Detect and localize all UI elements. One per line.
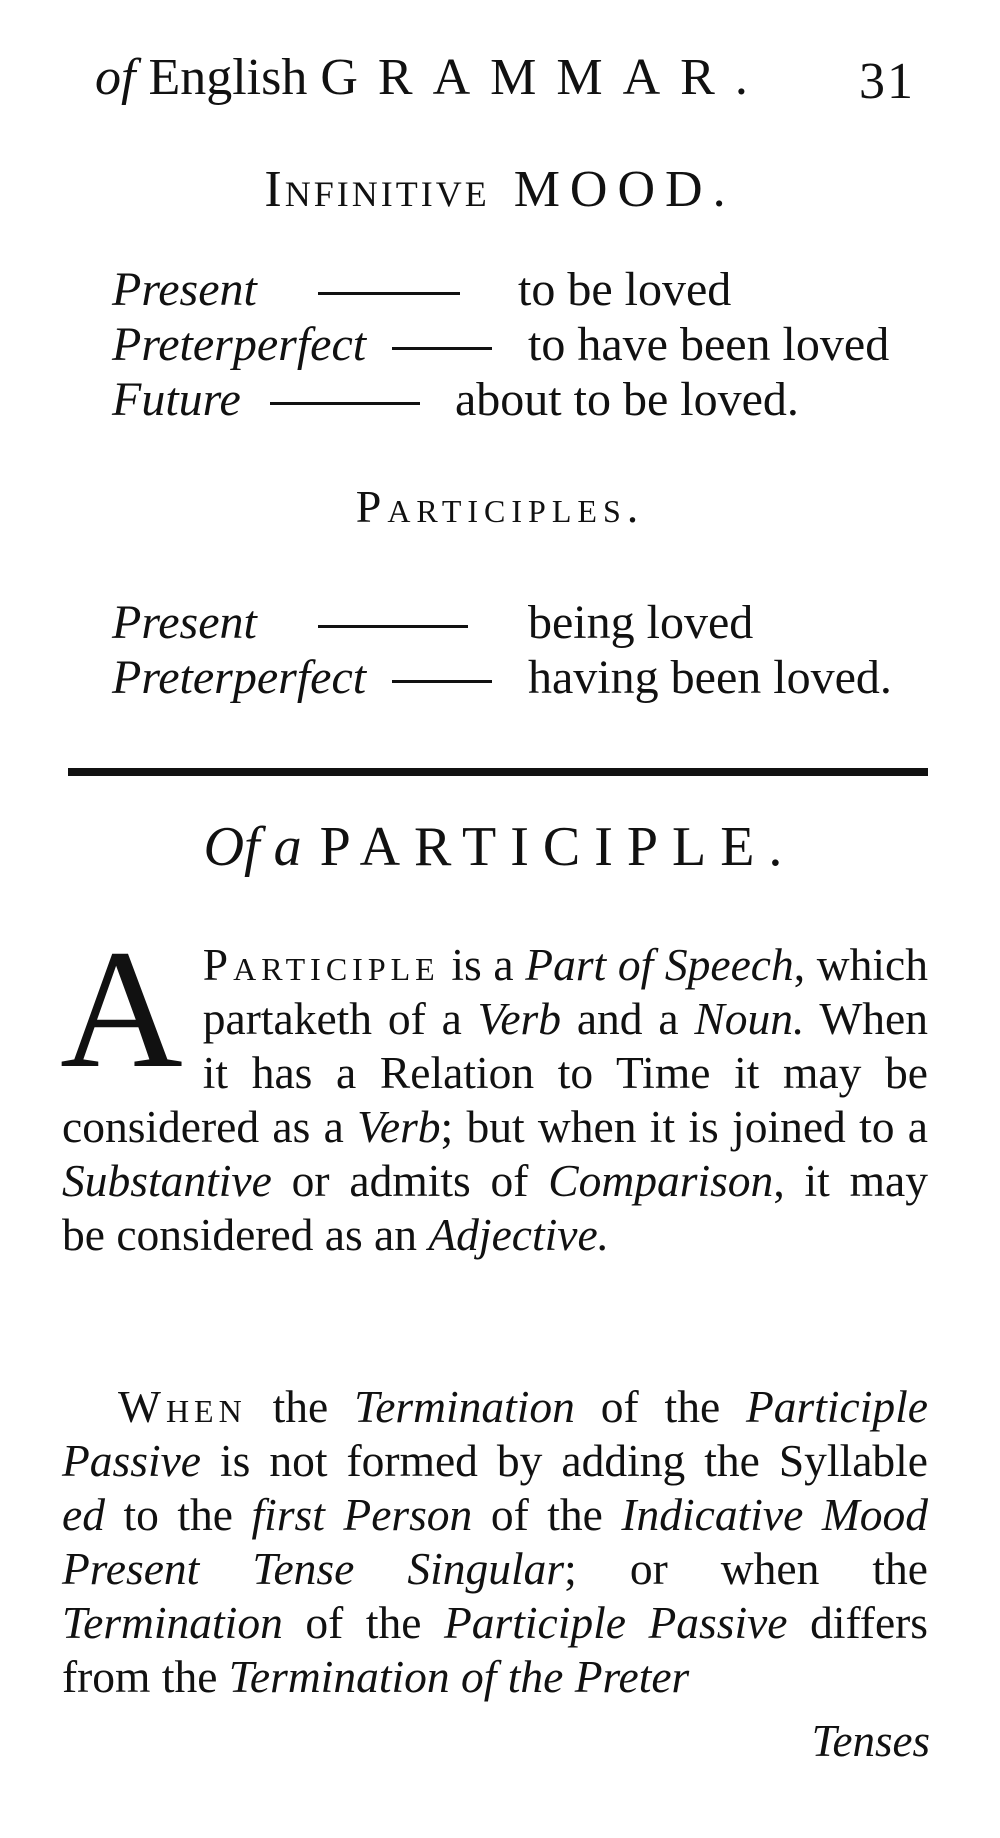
verb-form: having been loved. [528, 651, 892, 704]
tense-label: Preterperfect [112, 651, 367, 704]
paragraph-definition [60, 915, 928, 1262]
lead-word: When [118, 1381, 247, 1432]
conjugation-row [0, 372, 1000, 428]
participles-heading: Participles. [355, 481, 645, 532]
italic-term: Indicative Mood Present Tense Singular [62, 1489, 928, 1594]
infinitive-mood-heading [0, 160, 1000, 219]
italic-term: Verb [477, 993, 562, 1044]
italic-term: Part of Speech [525, 939, 794, 990]
tense-label: Present [112, 263, 257, 316]
text-run: is not formed by adding the Syllable [201, 1435, 928, 1486]
text-run: of the [574, 1381, 747, 1432]
conjugation-row [0, 595, 1000, 651]
text-run: , which partaketh of a [202, 939, 928, 1044]
section-rule [68, 768, 928, 776]
text-run: ; but when it is joined to a [440, 1101, 928, 1152]
text-run: When it has a Relation to Time it may be considered as a [62, 993, 928, 1152]
page-number: 31 [859, 53, 915, 110]
conjugation-row [0, 262, 1000, 318]
italic-term: Termination of the Preter [228, 1651, 690, 1702]
section-heading-caps: PARTICIPLE. [319, 816, 797, 878]
leader-dash [318, 625, 468, 628]
verb-form: to be loved [518, 263, 732, 316]
text-run: the [246, 1381, 355, 1432]
leader-dash [318, 292, 460, 295]
paragraph-body [60, 915, 928, 1262]
infinitive-heading-large: MOOD. [513, 161, 736, 218]
tense-label: Present [112, 596, 257, 649]
italic-term: Noun. [694, 993, 805, 1044]
catchword: Tenses [811, 1716, 930, 1766]
section-heading [0, 815, 1000, 879]
drop-cap: A [60, 915, 183, 1103]
verb-form: about to be loved. [455, 373, 799, 426]
italic-term: Adjective. [428, 1209, 610, 1260]
conjugation-row [0, 650, 1000, 706]
text-run: of the [472, 1489, 622, 1540]
italic-term: Termination [354, 1381, 575, 1432]
leader-dash [392, 680, 492, 683]
conjugation-row [0, 317, 1000, 373]
italic-term: Substantive [62, 1155, 272, 1206]
italic-term: Participle Passive [62, 1381, 928, 1486]
running-head [95, 48, 915, 128]
running-head-title: GRAMMAR. [320, 49, 768, 106]
tense-label: Preterperfect [112, 318, 367, 371]
tense-label: Future [112, 373, 241, 426]
leader-dash [270, 402, 420, 405]
italic-term: Termination [62, 1597, 283, 1648]
paragraph-body [62, 1380, 928, 1704]
verb-form: being loved [528, 596, 754, 649]
text-run: of the [282, 1597, 444, 1648]
italic-term: Verb [357, 1101, 441, 1152]
paragraph-termination [62, 1380, 928, 1704]
running-head-word: English [148, 49, 308, 106]
text-run: differs from the [62, 1597, 928, 1702]
section-heading-italic: Of a [203, 816, 302, 878]
text-run: and a [561, 993, 695, 1044]
infinitive-heading-small: Infinitive [264, 161, 490, 218]
text-run: or admits of [271, 1155, 549, 1206]
italic-term: first Person [251, 1489, 473, 1540]
leader-dash [392, 347, 492, 350]
text-run: , it may be considered as an [62, 1155, 928, 1260]
italic-term: Comparison [548, 1155, 774, 1206]
text-run: to the [104, 1489, 252, 1540]
running-head-prefix: of [95, 49, 136, 106]
running-title [95, 48, 768, 107]
text-run: is a [439, 939, 526, 990]
verb-form: to have been loved [528, 318, 890, 371]
italic-term: Participle Passive [444, 1597, 788, 1648]
lead-word: Participle [202, 939, 440, 990]
text-run: ; or when the [564, 1543, 929, 1594]
italic-term: ed [62, 1489, 105, 1540]
